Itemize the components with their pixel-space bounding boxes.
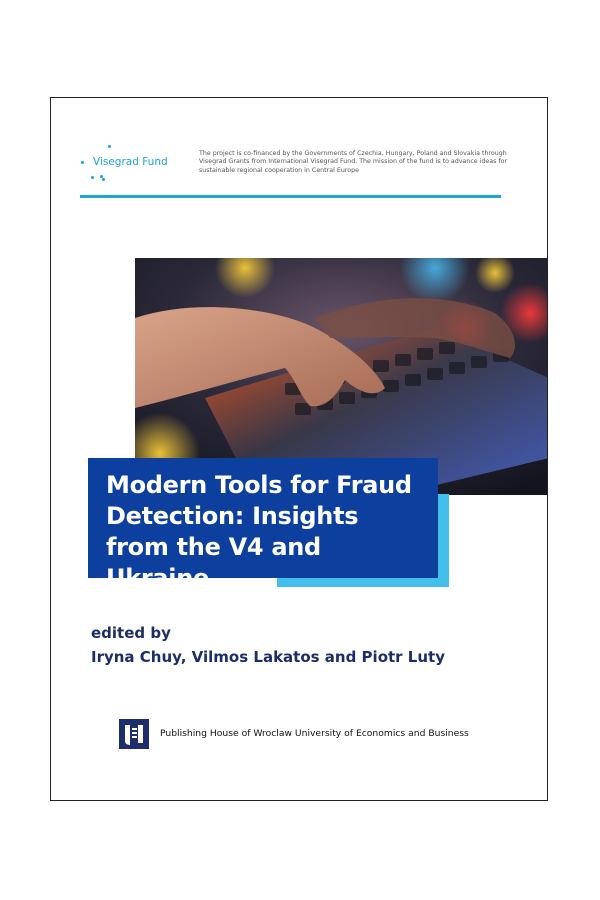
edited-by-label: edited by xyxy=(91,624,171,642)
book-title: Modern Tools for Fraud Detection: Insights from the V4 and Ukraine xyxy=(106,471,412,592)
visegrad-fund-name: Visegrad Fund xyxy=(93,156,168,168)
header-divider xyxy=(80,195,501,198)
editors-names: Iryna Chuy, Vilmos Lakatos and Piotr Luty xyxy=(91,648,445,666)
publisher-name: Publishing House of Wroclaw University of Economics and Business xyxy=(160,728,469,739)
title-box xyxy=(88,458,438,592)
publisher-logo-icon xyxy=(119,719,149,749)
funding-note: The project is co-financed by the Governments of Czechia, Hungary, Poland and Slovakia through Visegrad Grants from International Visegrad Fund. The mission of the fund is to advance ideas for sustainable regional cooperation in Central Europe xyxy=(199,150,508,174)
book-cover xyxy=(50,97,548,801)
